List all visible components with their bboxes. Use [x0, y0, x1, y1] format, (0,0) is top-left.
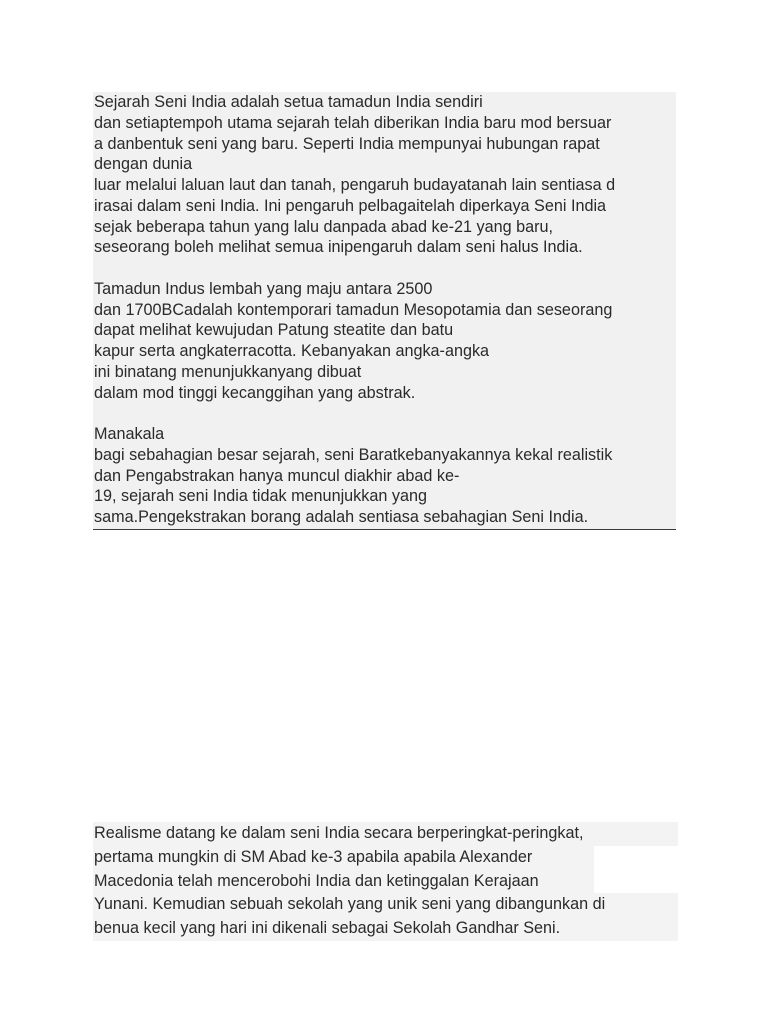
text-line: ini binatang menunjukkanyang dibuat [94, 362, 362, 381]
text-line: irasai dalam seni India. Ini pengaruh pelbagaitelah diperkaya Seni India [94, 196, 607, 215]
text-line: pertama mungkin di SM Abad ke-3 apabila apabila Alexander [93, 846, 594, 870]
text-line: Manakala [94, 425, 165, 443]
text-line: Sejarah Seni India adalah setua tamadun India sendiri [94, 93, 483, 111]
text-line: dalam mod tinggi kecanggihan yang abstrak. [94, 383, 416, 402]
paragraph-4 [93, 822, 678, 941]
text-line: 19, sejarah seni India tidak menunjukkan yang [94, 487, 427, 506]
text-line: seseorang boleh melihat semua inipengaruh dalam seni halus India. [94, 238, 583, 257]
text-line: Realisme datang ke dalam seni India secara berperingkat-peringkat, [93, 822, 678, 846]
paragraph-3 [93, 424, 676, 528]
text-line: dan setiaptempoh utama sejarah telah diberikan India baru mod bersuar [94, 113, 612, 132]
paragraph-gap [93, 258, 676, 279]
paragraph-gap [93, 403, 676, 424]
text-line: a danbentuk seni yang baru. Seperti India mempunyai hubungan rapat [94, 134, 600, 153]
text-line: sejak beberapa tahun yang lalu danpada abad ke-21 yang baru, [94, 217, 554, 236]
text-line: kapur serta angkaterracotta. Kebanyakan angka-angka [94, 342, 490, 360]
text-line: benua kecil yang hari ini dikenali sebagai Sekolah Gandhar Seni. [93, 917, 678, 941]
text-line: luar melalui laluan laut dan tanah, pengaruh budayatanah lain sentiasa d [94, 176, 616, 194]
paragraph-1 [93, 92, 676, 258]
text-block-top [93, 92, 676, 530]
paragraph-2 [93, 279, 676, 404]
text-line: dan 1700BCadalah kontemporari tamadun Mesopotamia dan seseorang [94, 300, 613, 319]
text-line: sama.Pengekstrakan borang adalah sentiasa sebahagian Seni India. [94, 508, 589, 526]
text-line: Macedonia telah mencerobohi India dan ketinggalan Kerajaan [93, 870, 594, 894]
text-line: dan Pengabstrakan hanya muncul diakhir abad ke- [94, 466, 460, 485]
text-line: Yunani. Kemudian sebuah sekolah yang unik seni yang dibangunkan di [93, 893, 678, 917]
text-line: dapat melihat kewujudan Patung steatite dan batu [94, 321, 454, 340]
text-line: bagi sebahagian besar sejarah, seni Baratkebanyakannya kekal realistik [94, 445, 613, 464]
text-line: dengan dunia [94, 155, 193, 174]
text-block-bottom [93, 822, 678, 941]
text-line: Tamadun Indus lembah yang maju antara 2500 [94, 279, 433, 298]
